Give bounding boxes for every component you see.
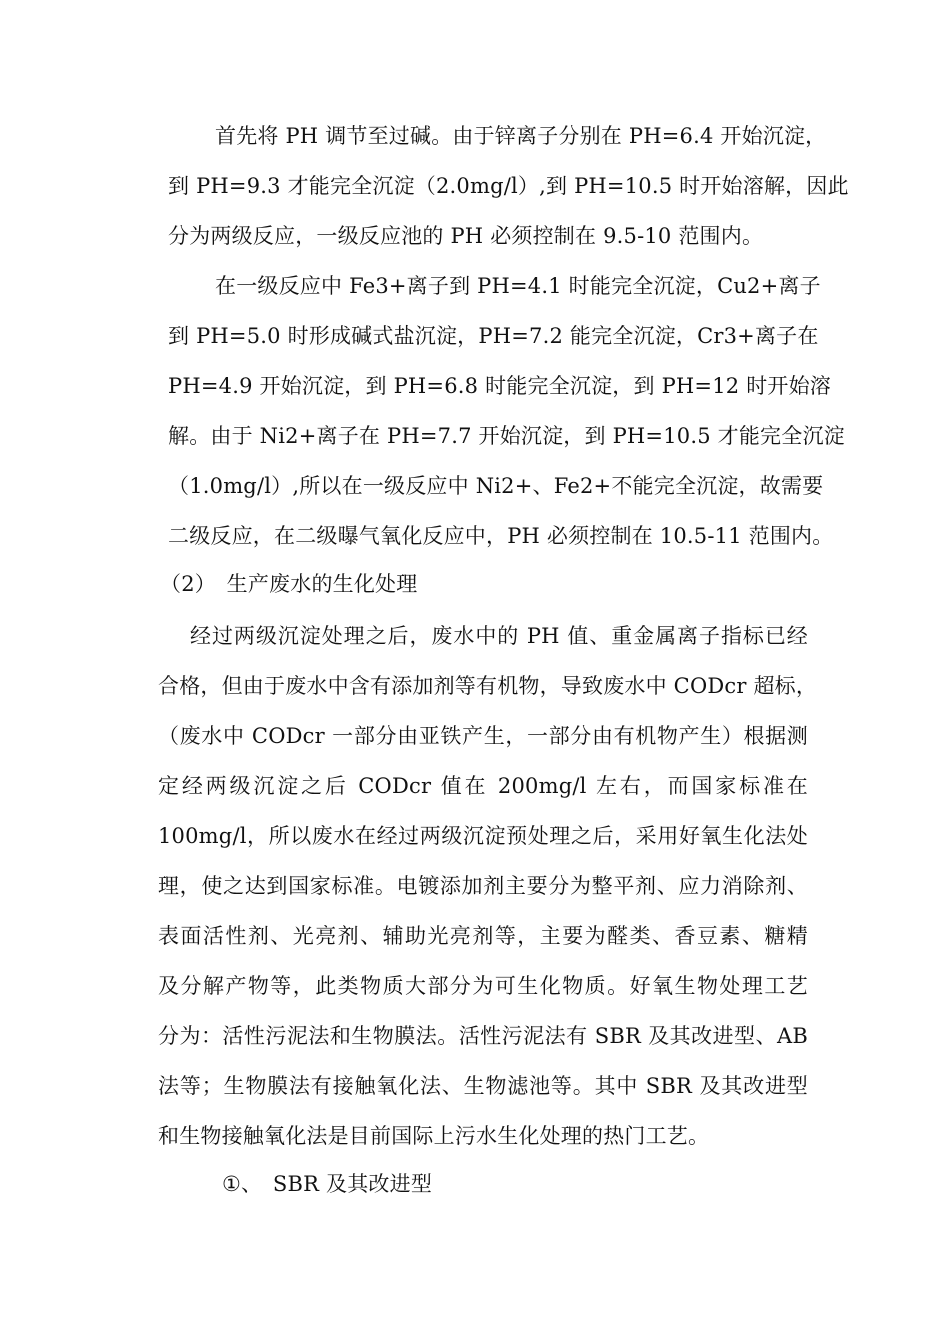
text-line: 到 PH=5.0 时形成碱式盐沉淀，PH=7.2 能完全沉淀，Cr3+离子在 [168,324,819,348]
text-line: （1.0mg/l）,所以在一级反应中 Ni2+、Fe2+不能完全沉淀，故需要 [168,474,824,498]
subsection-heading: ①、 SBR 及其改进型 [222,1172,433,1196]
text-line: 到 PH=9.3 才能完全沉淀（2.0mg/l）,到 PH=10.5 时开始溶解，因此 [168,174,849,198]
text-line: 和生物接触氧化法是目前国际上污水生化处理的热门工艺。 [158,1124,710,1148]
text-line: 分为：活性污泥法和生物膜法。活性污泥法有 SBR 及其改进型、AB [158,1024,808,1048]
text-line: 定经两级沉淀之后 CODcr 值在 200mg/l 左右，而国家标准在 [158,774,808,798]
text-line: 及分解产物等，此类物质大部分为可生化物质。好氧生物处理工艺 [158,974,808,998]
text-line: 二级反应，在二级曝气氧化反应中，PH 必须控制在 10.5-11 范围内。 [168,524,834,548]
text-line: 分为两级反应，一级反应池的 PH 必须控制在 9.5-10 范围内。 [168,224,764,248]
text-line: 合格，但由于废水中含有添加剂等有机物，导致废水中 CODcr 超标， [158,674,818,698]
text-line: PH=4.9 开始沉淀，到 PH=6.8 时能完全沉淀，到 PH=12 时开始溶 [168,374,832,398]
text-line: 解。由于 Ni2+离子在 PH=7.7 开始沉淀，到 PH=10.5 才能完全沉淀 [168,424,845,448]
text-line: （废水中 CODcr 一部分由亚铁产生，一部分由有机物产生）根据测 [158,724,808,748]
text-line: 在一级反应中 Fe3+离子到 PH=4.1 时能完全沉淀，Cu2+离子 [215,274,821,298]
text-line: 经过两级沉淀处理之后，废水中的 PH 值、重金属离子指标已经 [190,624,808,648]
text-line: 首先将 PH 调节至过碱。由于锌离子分别在 PH=6.4 开始沉淀， [215,124,827,148]
text-line: 理，使之达到国家标准。电镀添加剂主要分为整平剂、应力消除剂、 [158,874,808,898]
section-heading: （2） 生产废水的生化处理 [160,572,418,596]
text-line: 表面活性剂、光亮剂、辅助光亮剂等，主要为醛类、香豆素、糖精 [158,924,808,948]
text-line: 100mg/l，所以废水在经过两级沉淀预处理之后，采用好氧生化法处 [158,824,808,848]
text-line: 法等；生物膜法有接触氧化法、生物滤池等。其中 SBR 及其改进型 [158,1074,808,1098]
